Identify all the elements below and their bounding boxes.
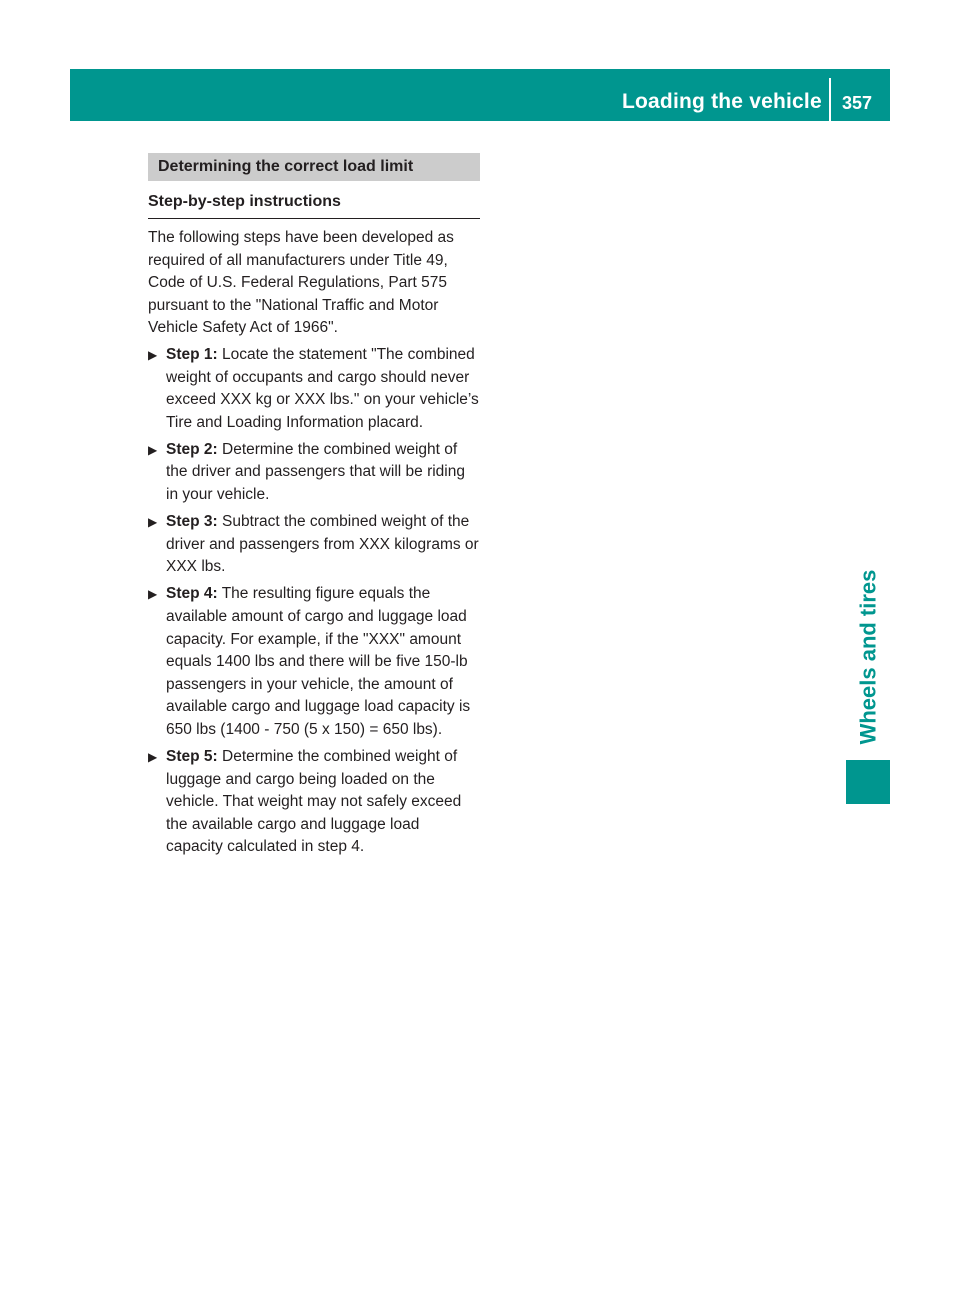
step-list [148, 344, 480, 859]
step-text: Locate the statement "The combined weight of occupants and cargo should never exceed XXX kg or XXX lbs." on your vehicle’s Tire and Loading Information placard. [166, 345, 479, 431]
step-label: Step 4: [166, 585, 218, 603]
content-column [148, 227, 480, 864]
triangle-right-icon: ▶ [148, 750, 158, 765]
step-label: Step 5: [166, 748, 218, 766]
step-label: Step 3: [166, 513, 218, 531]
step-item-3 [148, 511, 480, 579]
step-item-4 [148, 583, 480, 741]
step-text: Determine the combined weight of the driver and passengers that will be riding in your vehicle. [166, 440, 465, 504]
step-label: Step 2: [166, 440, 218, 458]
sub-heading: Step-by-step instructions [148, 191, 480, 219]
page-number: 357 [842, 93, 873, 113]
chapter-title: Loading the vehicle [622, 90, 822, 113]
triangle-right-icon: ▶ [148, 515, 158, 530]
step-item-5 [148, 746, 480, 859]
side-tab-label: Wheels and tires [855, 569, 880, 745]
section-heading: Determining the correct load limit [148, 153, 480, 181]
triangle-right-icon: ▶ [148, 587, 158, 602]
triangle-right-icon: ▶ [148, 442, 158, 457]
step-text: Subtract the combined weight of the driver and passengers from XXX kilograms or XXX lbs. [166, 513, 479, 576]
step-text: The resulting figure equals the available amount of cargo and luggage load capacity. For example, if the "XXX" amount equals 1400 lbs and there will be five 150-lb passengers in your vehicle, the amount of available cargo and luggage load capacity is 650 lbs (1400 - 750 (5 x 150) = 650 lbs). [166, 585, 471, 738]
step-item-1 [148, 344, 480, 434]
header-divider [829, 78, 831, 121]
side-tab-block [846, 760, 890, 804]
step-text: Determine the combined weight of luggage and cargo being loaded on the vehicle. That weight may not safely exceed the available cargo and luggage load capacity calculated in step 4. [166, 748, 462, 856]
side-tab[interactable] [846, 562, 890, 752]
intro-paragraph: The following steps have been developed as required of all manufacturers under Title 49, Code of U.S. Federal Regulations, Part 575 pursuant to the "National Traffic and Motor Vehicle Safety Act of 1966". [148, 229, 454, 337]
step-item-2 [148, 439, 480, 507]
triangle-right-icon: ▶ [148, 347, 158, 362]
step-label: Step 1: [166, 345, 218, 363]
